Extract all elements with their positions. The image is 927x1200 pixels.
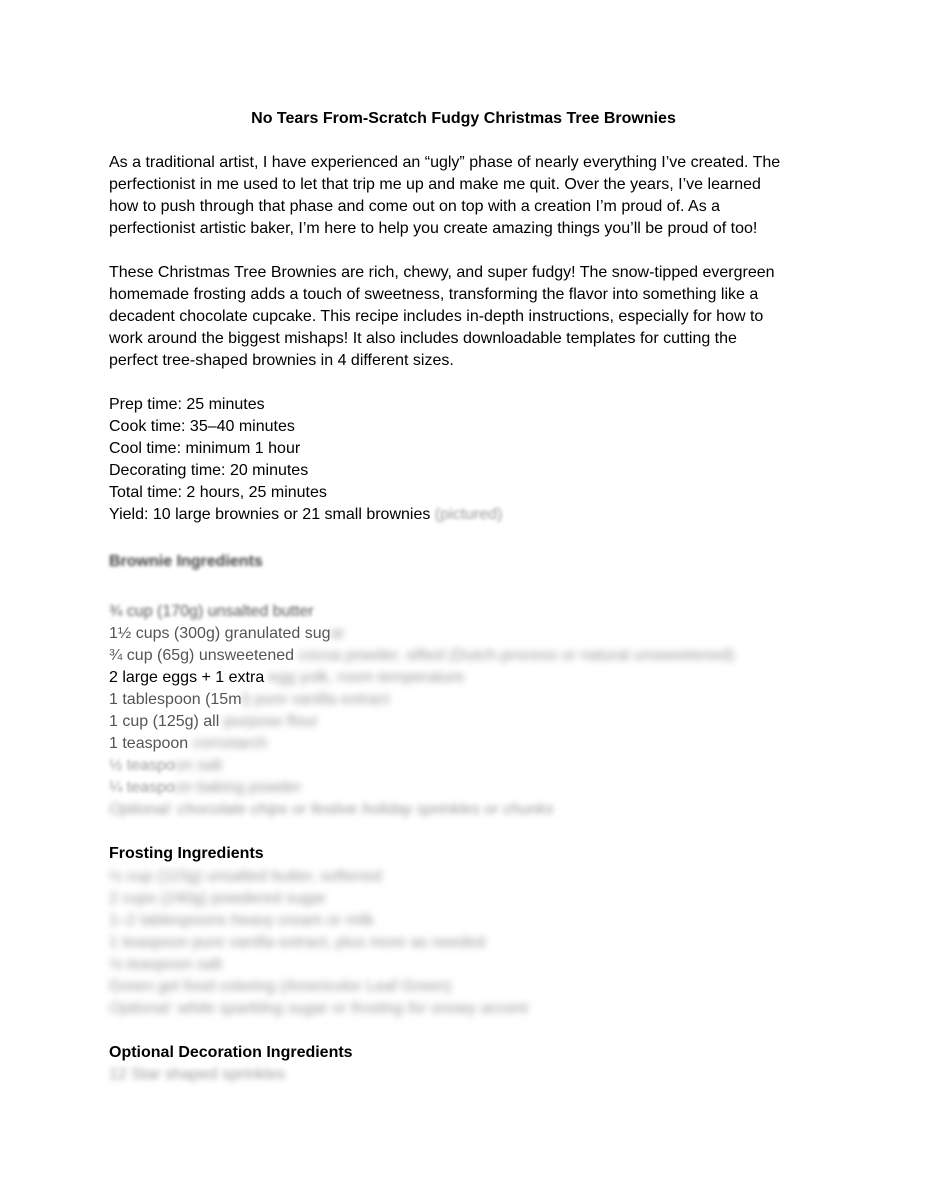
intro-line: how to push through that phase and come out on top with a creation I’m proud of. As a <box>109 198 721 215</box>
intro-line: perfectionist artistic baker, I’m here to help you create amazing things you’ll be proud of too! <box>109 220 758 237</box>
ingredient-visible: 2 large eggs + 1 extra <box>109 669 265 686</box>
ingredient-visible: ¼ teaspo <box>109 779 175 796</box>
intro-line: perfectionist in me used to let that trip me up and make me quit. Over the years, I’ve learned <box>109 176 761 193</box>
ingredient-visible: 1 cup (125g) all <box>109 713 220 730</box>
cool-time: Cool time: minimum 1 hour <box>109 440 301 457</box>
prep-time: Prep time: 25 minutes <box>109 396 265 413</box>
ingredient-hidden: l) pure vanilla extract <box>241 691 390 708</box>
list-item <box>109 755 734 777</box>
decoration-heading: Optional Decoration Ingredients <box>109 1044 353 1061</box>
decorating-time: Decorating time: 20 minutes <box>109 462 309 479</box>
list-item <box>109 689 734 711</box>
ingredient-visible: 1½ cups (300g) granulated sug <box>109 625 331 642</box>
ingredient-visible: 1 tablespoon (15m <box>109 691 242 708</box>
description-line: homemade frosting adds a touch of sweetness, transforming the flavor into something like a <box>109 286 759 303</box>
recipe-times <box>109 394 829 526</box>
ingredient-hidden: cocoa powder, sifted (Dutch-process or natural unsweetened) <box>294 647 735 664</box>
brownie-ingredient-list <box>109 601 734 821</box>
list-item: 1 teaspoon pure vanilla extract, plus more as needed <box>109 934 486 951</box>
ingredient-hidden: -purpose flour <box>219 713 319 730</box>
ingredient-hidden: egg yolk, room temperature <box>264 669 465 686</box>
ingredient-hidden: ar <box>330 625 345 642</box>
list-item: Optional: white sparkling sugar or frosting for snowy accent <box>109 1000 528 1017</box>
brownie-heading: Brownie Ingredients <box>109 553 263 570</box>
ingredient-visible: ¾ cup (65g) unsweetened <box>109 647 295 664</box>
description-line: These Christmas Tree Brownies are rich, chewy, and super fudgy! The snow-tipped evergreen <box>109 264 775 281</box>
description-line: perfect tree-shaped brownies in 4 different sizes. <box>109 352 454 369</box>
yield-text: Yield: 10 large brownies or 21 small brownies <box>109 506 431 523</box>
list-item <box>109 777 734 799</box>
recipe-title: No Tears From-Scratch Fudgy Christmas Tree Brownies <box>251 110 676 127</box>
yield-note: (pictured) <box>430 506 503 523</box>
frosting-heading: Frosting Ingredients <box>109 845 264 862</box>
list-item <box>109 623 734 645</box>
intro-paragraph <box>109 152 829 240</box>
list-item: ⅛ teaspoon salt <box>109 956 222 973</box>
list-item: 12 Star shaped sprinkles <box>109 1066 286 1083</box>
optional-note: Optional: chocolate chips or festive holiday sprinkles or chunks <box>109 801 554 818</box>
description-line: work around the biggest mishaps! It also includes downloadable templates for cutting the <box>109 330 737 347</box>
ingredient-hidden: on salt <box>174 757 222 774</box>
list-item <box>109 645 734 667</box>
list-item <box>109 711 734 733</box>
decoration-ingredient-list <box>109 1064 285 1086</box>
cook-time: Cook time: 35–40 minutes <box>109 418 295 435</box>
ingredient-visible: ¾ cup (170g) unsalted butter <box>109 603 314 620</box>
list-item: 2 cups (240g) powdered sugar <box>109 890 327 907</box>
yield <box>109 504 829 526</box>
description-line: decadent chocolate cupcake. This recipe includes in-depth instructions, especially for how to <box>109 308 764 325</box>
list-item <box>109 667 734 689</box>
ingredient-visible: 1 teaspoon <box>109 735 189 752</box>
list-item: 1–2 tablespoons heavy cream or milk <box>109 912 375 929</box>
ingredient-hidden: cornstarch <box>188 735 268 752</box>
list-item: ½ cup (115g) unsalted butter, softened <box>109 868 382 885</box>
total-time: Total time: 2 hours, 25 minutes <box>109 484 327 501</box>
list-item <box>109 601 734 623</box>
list-item: Green gel food coloring (Americolor Leaf Green) <box>109 978 452 995</box>
ingredient-visible: ½ teaspo <box>109 757 175 774</box>
ingredient-hidden: on baking powder <box>174 779 302 796</box>
frosting-ingredient-list <box>109 866 528 1020</box>
description-paragraph <box>109 262 829 372</box>
list-item <box>109 733 734 755</box>
intro-line: As a traditional artist, I have experienced an “ugly” phase of nearly everything I’ve created. The <box>109 154 781 171</box>
